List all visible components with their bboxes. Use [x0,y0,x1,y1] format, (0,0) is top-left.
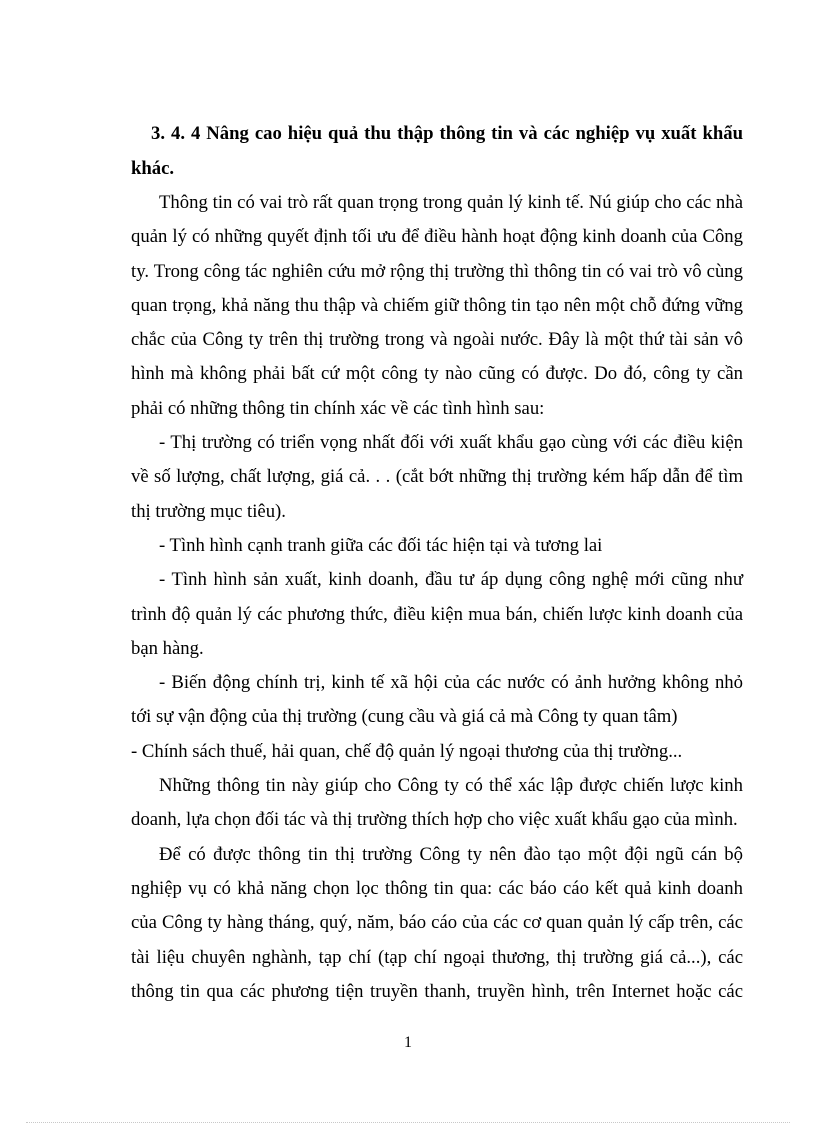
page-number: 1 [404,1034,412,1051]
document-body [131,117,743,1009]
paragraph-training-staff: Để có được thông tin thị trường Công ty nên đào tạo một đội ngũ cán bộ nghiệp vụ có khả năng chọn lọc thông tin qua: các báo cáo kết quả kinh doanh của Công ty hàng tháng, quý, năm, báo cáo của các cơ quan quản lý cấp trên, các tài liệu chuyên nghành, tạp chí (tạp chí ngoại thương, thị trường giá cả...), các thông tin qua các phương tiện truyền thanh, truyền hình, trên Internet hoặc các [131,843,743,1002]
paragraph-information-role: Thông tin có vai trò rất quan trọng trong quản lý kinh tế. Nú giúp cho các nhà quản lý có những quyết định tối ưu để điều hành hoạt động kinh doanh của Công ty. Trong công tác nghiên cứu mở rộng thị trường thì thông tin có vai trò vô cùng quan trọng, khả năng thu thập và chiếm giữ thông tin tạo nên một chỗ đứng vững chắc của Công ty trên thị trường trong và ngoài nước. Đây là một thứ tài sản vô hình mà không phải bất cứ một công ty nào cũng có được. Do đó, công ty cần phải có những thông tin chính xác về các tình hình sau: [131,192,743,419]
bullet-production-business: - Tình hình sản xuất, kinh doanh, đầu tư áp dụng công nghệ mới cũng như trình độ quản lý các phương thức, điều kiện mua bán, chiến lược kinh doanh của bạn hàng. [131,569,743,659]
bullet-competition: - Tình hình cạnh tranh giữa các đối tác hiện tại và tương lai [159,534,603,556]
section-heading: 3. 4. 4 Nâng cao hiệu quả thu thập thông tin và các nghiệp vụ xuất khẩu khác. [131,123,743,179]
bullet-political-economic: - Biến động chính trị, kinh tế xã hội của các nước có ảnh hưởng không nhỏ tới sự vận động của thị trường (cung cầu và giá cả mà Công ty quan tâm) [131,672,743,728]
bullet-promising-market: - Thị trường có triển vọng nhất đối với xuất khẩu gạo cùng với các điều kiện về số lượng, chất lượng, giá cả. . . (cắt bớt những thị trường kém hấp dẫn để tìm thị trường mục tiêu). [131,432,743,522]
paragraph-strategy: Những thông tin này giúp cho Công ty có thể xác lập được chiến lược kinh doanh, lựa chọn đối tác và thị trường thích hợp cho việc xuất khẩu gạo của mình. [131,775,743,831]
bullet-tax-customs: - Chính sách thuế, hải quan, chế độ quản lý ngoại thương của thị trường... [131,740,683,762]
